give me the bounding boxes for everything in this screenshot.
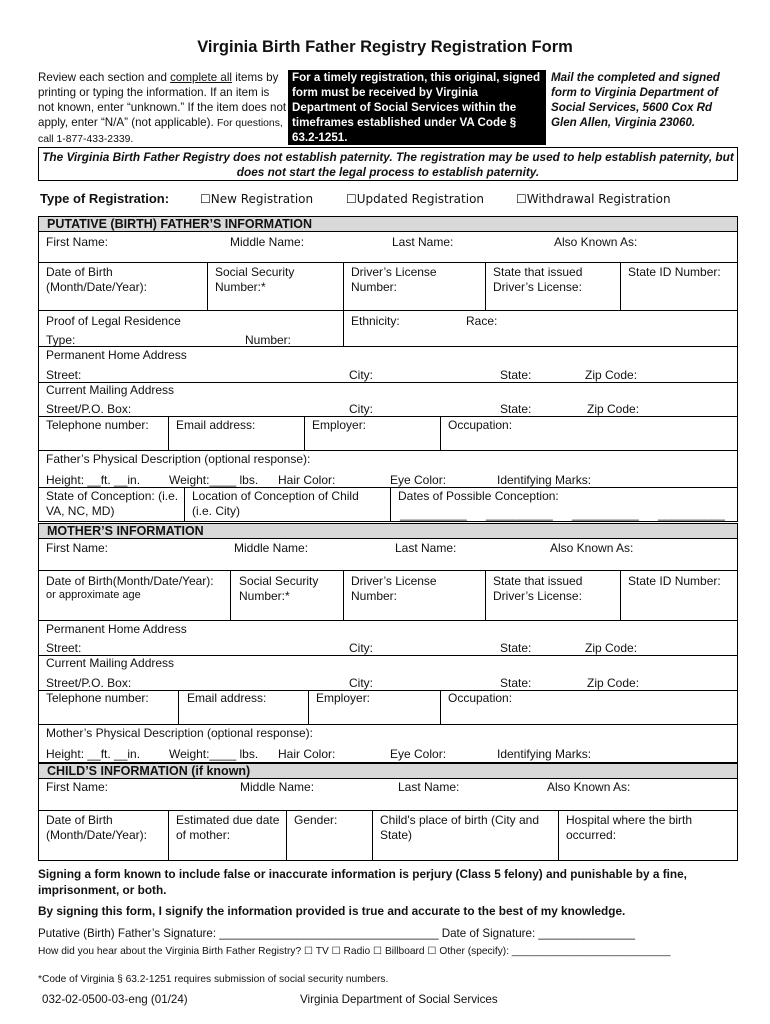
father-zip-field[interactable]: Zip Code:	[585, 368, 638, 382]
mother-license-field[interactable]: Driver’s License Number:	[351, 574, 437, 603]
father-last-name-field[interactable]: Last Name:	[392, 235, 454, 249]
divider	[168, 810, 169, 861]
mother-city-field[interactable]: City:	[349, 641, 373, 655]
mother-mail-state-field[interactable]: State:	[500, 676, 532, 690]
father-street-field[interactable]: Street:	[46, 368, 82, 382]
mother-first-name-field[interactable]: First Name:	[46, 541, 109, 555]
conception-date-3[interactable]: __________	[572, 507, 639, 521]
divider	[38, 724, 738, 725]
child-gender-field[interactable]: Gender:	[294, 813, 338, 827]
father-phone-field[interactable]: Telephone number:	[46, 418, 149, 432]
questions-phone: For questions, call 1-877-433-2339.	[38, 118, 283, 145]
mother-mail-city-field[interactable]: City:	[349, 676, 373, 690]
father-section-heading: PUTATIVE (BIRTH) FATHER’S INFORMATION	[38, 216, 738, 232]
divider	[168, 416, 169, 450]
divider	[207, 262, 208, 310]
father-employer-field[interactable]: Employer:	[312, 418, 367, 432]
mother-state-id-field[interactable]: State ID Number:	[628, 574, 721, 588]
mother-phone-field[interactable]: Telephone number:	[46, 691, 149, 705]
timely-registration-notice: For a timely registration, this original, signed form must be received by Virginia Department of Social Services within the timeframes established under VA Code § 63.2-1251.	[288, 70, 546, 145]
divider	[38, 262, 738, 263]
mother-physical-desc-label: Mother’s Physical Description (optional response):	[46, 726, 314, 740]
child-aka-field[interactable]: Also Known As:	[547, 780, 631, 794]
divider	[38, 310, 738, 311]
divider	[304, 416, 305, 450]
conception-date-2[interactable]: __________	[486, 507, 553, 521]
new-registration-checkbox[interactable]: ☐New Registration	[200, 192, 314, 206]
father-dob-field[interactable]: Date of Birth (Month/Date/Year):	[46, 265, 147, 294]
father-license-field[interactable]: Driver’s License Number:	[351, 265, 437, 294]
mother-occupation-field[interactable]: Occupation:	[448, 691, 513, 705]
divider	[558, 810, 559, 861]
divider	[343, 262, 344, 310]
father-license-state-field[interactable]: State that issued Driver’s License:	[493, 265, 583, 294]
divider	[38, 346, 738, 347]
father-residence-type-field[interactable]: Type:	[46, 333, 76, 347]
divider	[485, 262, 486, 310]
divider	[440, 416, 441, 450]
father-city-field[interactable]: City:	[349, 368, 373, 382]
divider	[620, 262, 621, 310]
father-perm-address-label: Permanent Home Address	[46, 348, 187, 362]
mother-eye-field[interactable]: Eye Color:	[390, 747, 447, 761]
mother-email-field[interactable]: Email address:	[187, 691, 267, 705]
mother-approx-age-label: or approximate age	[46, 589, 141, 601]
ssn-footnote: *Code of Virginia § 63.2-1251 requires submission of social security numbers.	[38, 974, 389, 985]
mother-dob-field[interactable]: Date of Birth(Month/Date/Year):	[46, 574, 214, 588]
divider	[343, 310, 344, 346]
signify-statement: By signing this form, I signify the information provided is true and accurate to the best of my knowledge.	[38, 904, 626, 918]
mother-last-name-field[interactable]: Last Name:	[395, 541, 457, 555]
divider	[372, 810, 373, 861]
mother-aka-field[interactable]: Also Known As:	[550, 541, 634, 555]
mother-zip-field[interactable]: Zip Code:	[585, 641, 638, 655]
divider	[38, 570, 738, 571]
paternity-notice: The Virginia Birth Father Registry does not establish paternity. The registration may be used to help establish paternity, but does not start the legal process to establish paternity.	[38, 147, 738, 181]
mother-mail-street-field[interactable]: Street/P.O. Box:	[46, 676, 132, 690]
mother-height-field[interactable]: Height: __ft. __in.	[46, 747, 141, 761]
divider	[230, 570, 231, 620]
divider	[440, 690, 441, 724]
conception-date-4[interactable]: __________	[658, 507, 725, 521]
father-ethnicity-field[interactable]: Ethnicity:	[351, 314, 400, 328]
divider	[38, 810, 738, 811]
mother-middle-name-field[interactable]: Middle Name:	[234, 541, 309, 555]
father-occupation-field[interactable]: Occupation:	[448, 418, 513, 432]
divider	[38, 416, 738, 417]
father-residence-number-field[interactable]: Number:	[245, 333, 292, 347]
divider	[38, 487, 738, 488]
child-middle-name-field[interactable]: Middle Name:	[240, 780, 315, 794]
father-state-id-field[interactable]: State ID Number:	[628, 265, 721, 279]
conception-location-field[interactable]: Location of Conception of Child (i.e. City)	[192, 489, 359, 518]
withdrawal-registration-checkbox[interactable]: ☐Withdrawal Registration	[516, 192, 671, 206]
divider	[390, 487, 391, 522]
father-eye-field[interactable]: Eye Color:	[390, 473, 447, 487]
child-section-heading: CHILD’S INFORMATION (if known)	[38, 763, 738, 779]
form-number: 032-02-0500-03-eng (01/24)	[42, 993, 188, 1006]
mother-ssn-field[interactable]: Social Security Number:*	[239, 574, 319, 603]
father-mail-street-field[interactable]: Street/P.O. Box:	[46, 402, 132, 416]
mother-weight-field[interactable]: Weight:____ lbs.	[169, 747, 259, 761]
mother-state-field[interactable]: State:	[500, 641, 532, 655]
father-physical-desc-label: Father’s Physical Description (optional response):	[46, 452, 311, 466]
divider	[308, 690, 309, 724]
mother-mail-address-label: Current Mailing Address	[46, 656, 175, 670]
father-first-name-field[interactable]: First Name:	[46, 235, 109, 249]
instructions-part: items by printing or typing the information. If an item is not known, enter “unknown.” If the item does not apply, enter “N/A” (not applicable).	[38, 71, 287, 129]
child-due-date-field[interactable]: Estimated due date of mother:	[176, 813, 280, 842]
child-first-name-field[interactable]: First Name:	[46, 780, 109, 794]
father-ssn-field[interactable]: Social Security Number:*	[215, 265, 295, 294]
divider	[184, 487, 185, 522]
perjury-statement: Signing a form known to include false or inaccurate information is perjury (Class 5 felony) and punishable by a fine, imprisonment, or both.	[38, 867, 687, 897]
updated-registration-checkbox[interactable]: ☐Updated Registration	[346, 192, 485, 206]
instructions-text	[38, 70, 288, 147]
father-proof-residence-label: Proof of Legal Residence	[46, 314, 181, 328]
mother-hair-field[interactable]: Hair Color:	[278, 747, 336, 761]
instructions-part: Review each section and	[38, 71, 171, 84]
mailing-instructions: Mail the completed and signed form to Virginia Department of Social Services, 5600 Cox Rd Glen Allen, Virginia 23060.	[551, 71, 720, 129]
signature-line[interactable]: Putative (Birth) Father’s Signature: __________________________________ Date of Signature: _______________	[38, 927, 636, 940]
divider	[286, 810, 287, 861]
child-birthplace-field[interactable]: Child's place of birth (City and State)	[380, 813, 540, 842]
father-mail-zip-field[interactable]: Zip Code:	[587, 402, 640, 416]
mother-perm-address-label: Permanent Home Address	[46, 622, 187, 636]
divider	[620, 570, 621, 620]
mother-street-field[interactable]: Street:	[46, 641, 82, 655]
instructions-emphasis: complete all	[170, 71, 232, 84]
mother-marks-field[interactable]: Identifying Marks:	[497, 747, 592, 761]
conception-date-1[interactable]: __________	[400, 507, 467, 521]
form-title: Virginia Birth Father Registry Registration Form	[197, 38, 573, 56]
conception-state-field[interactable]: State of Conception: (i.e. VA, NC, MD)	[46, 489, 179, 518]
mother-section-heading: MOTHER’S INFORMATION	[38, 523, 738, 539]
registration-type-row	[40, 191, 671, 206]
father-email-field[interactable]: Email address:	[176, 418, 256, 432]
mother-employer-field[interactable]: Employer:	[316, 691, 371, 705]
conception-dates-label: Dates of Possible Conception:	[398, 489, 559, 503]
father-height-field[interactable]: Height: __ft. __in.	[46, 473, 141, 487]
father-race-field[interactable]: Race:	[466, 314, 498, 328]
father-mail-state-field[interactable]: State:	[500, 402, 532, 416]
referral-source-line[interactable]: How did you hear about the Virginia Birth Father Registry? ☐ TV ☐ Radio ☐ Billboard ☐ Other (specify): ____________________________	[38, 946, 671, 957]
father-hair-field[interactable]: Hair Color:	[278, 473, 336, 487]
father-mail-address-label: Current Mailing Address	[46, 383, 175, 397]
registration-type-label: Type of Registration:	[40, 191, 170, 206]
mother-license-state-field[interactable]: State that issued Driver’s License:	[493, 574, 583, 603]
child-last-name-field[interactable]: Last Name:	[398, 780, 460, 794]
divider	[485, 570, 486, 620]
father-marks-field[interactable]: Identifying Marks:	[497, 473, 592, 487]
divider	[343, 570, 344, 620]
agency-name: Virginia Department of Social Services	[300, 993, 498, 1006]
divider	[38, 620, 738, 621]
father-weight-field[interactable]: Weight:____ lbs.	[169, 473, 259, 487]
father-state-field[interactable]: State:	[500, 368, 532, 382]
divider	[178, 690, 179, 724]
father-aka-field[interactable]: Also Known As:	[554, 235, 638, 249]
divider	[38, 450, 738, 451]
father-middle-name-field[interactable]: Middle Name:	[230, 235, 305, 249]
father-mail-city-field[interactable]: City:	[349, 402, 373, 416]
child-hospital-field[interactable]: Hospital where the birth occurred:	[566, 813, 693, 842]
child-dob-field[interactable]: Date of Birth (Month/Date/Year):	[46, 813, 147, 842]
mother-mail-zip-field[interactable]: Zip Code:	[587, 676, 640, 690]
